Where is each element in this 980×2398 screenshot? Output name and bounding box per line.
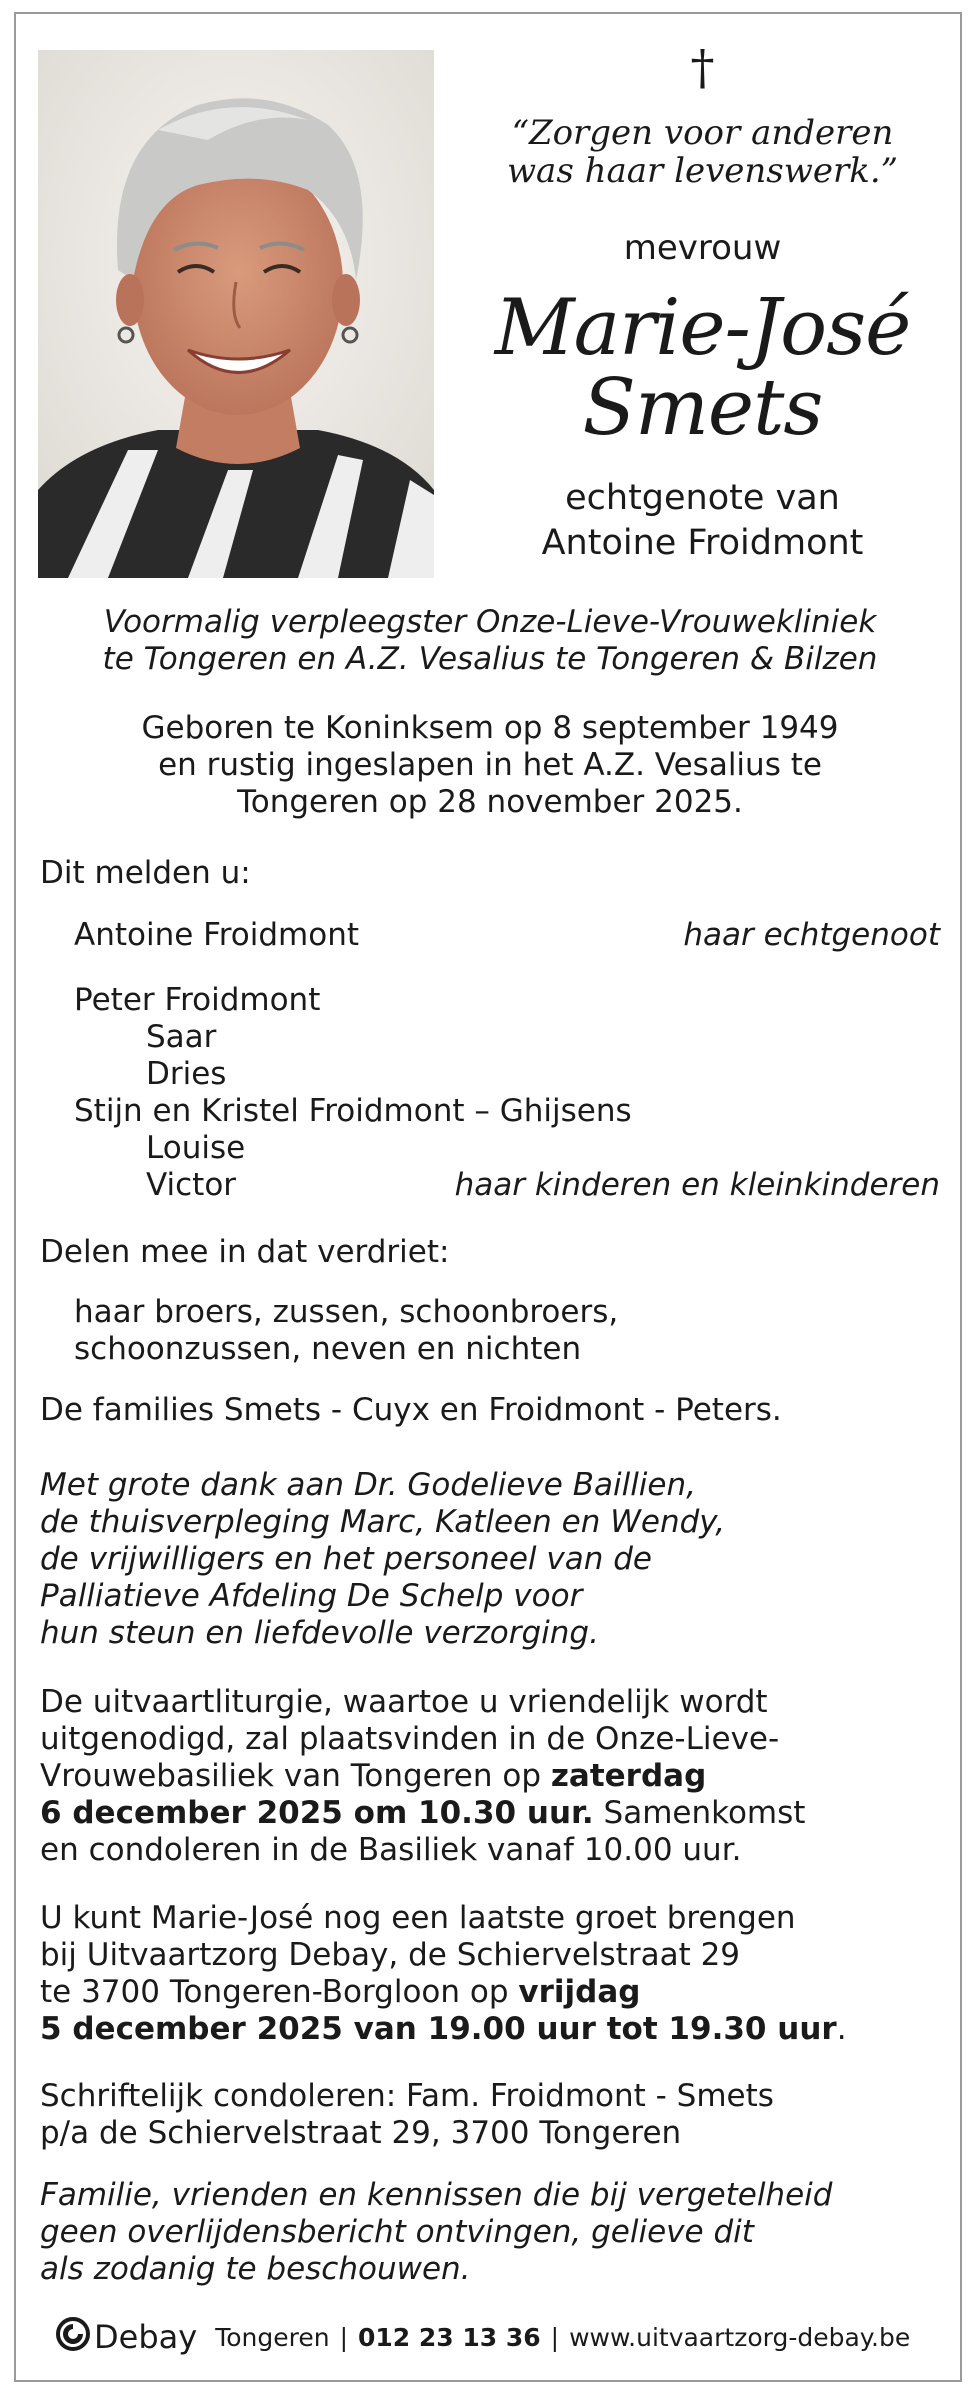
birth-line-3: Tongeren op 28 november 2025. xyxy=(237,784,743,820)
first-name: Marie-José xyxy=(494,283,911,373)
visit-line-1: U kunt Marie-José nog een laatste groet brengen xyxy=(40,1900,796,1936)
child-2: Stijn en Kristel Froidmont – Ghijsens xyxy=(74,1093,632,1129)
birth-line-1: Geboren te Koninksem op 8 september 1949 xyxy=(141,710,839,746)
spouse-row xyxy=(40,917,940,954)
notice-header xyxy=(455,40,950,566)
funeral-line-4 xyxy=(40,1795,940,1832)
funeral-line-1: De uitvaartliturgie, waartoe u vriendelijk wordt xyxy=(40,1684,768,1720)
share-intro: Delen mee in dat verdriet: xyxy=(40,1234,450,1270)
condolence-line-1: Schriftelijk condoleren: Fam. Froidmont - Smets xyxy=(40,2078,774,2114)
grandchild-2: Dries xyxy=(146,1056,227,1092)
announce-intro: Dit melden u: xyxy=(40,855,251,891)
footer-separator-2: | xyxy=(550,2322,560,2352)
debay-logo-icon xyxy=(56,2317,90,2357)
condolence-line-2: p/a de Schiervelstraat 29, 3700 Tongeren xyxy=(40,2115,682,2151)
footer-city: Tongeren xyxy=(215,2322,330,2352)
spouse-role: haar echtgenoot xyxy=(683,917,940,953)
visit-line-4-end: . xyxy=(836,2011,847,2047)
birth-line-2: en rustig ingeslapen in het A.Z. Vesalius te xyxy=(158,747,822,783)
title-word: mevrouw xyxy=(623,228,782,268)
condolence-text xyxy=(40,2078,940,2152)
funeral-line-2: uitgenodigd, zal plaatsvinden in de Onze-Lieve- xyxy=(40,1721,780,1757)
funeral-date-time: 6 december 2025 om 10.30 uur. xyxy=(40,1795,594,1831)
logo-name: Debay xyxy=(94,2318,198,2356)
grandchild-3: Louise xyxy=(146,1130,246,1166)
closing-line-2: geen overlijdensbericht ontvingen, gelieve dit xyxy=(40,2214,754,2250)
thanks-line-4: Palliatieve Afdeling De Schelp voor xyxy=(40,1578,583,1614)
visit-line-3-text: te 3700 Tongeren-Borgloon op xyxy=(40,1974,519,2010)
funeral-line-4-text: Samenkomst xyxy=(593,1795,806,1831)
career-line-2: te Tongeren en A.Z. Vesalius te Tongeren & Bilzen xyxy=(102,641,878,677)
funeral-line-3-text: Vrouwebasiliek van Tongeren op xyxy=(40,1758,551,1794)
visit-line-3 xyxy=(40,1974,940,2011)
quote xyxy=(455,114,950,190)
footer xyxy=(56,2316,936,2358)
spouse-info xyxy=(455,476,950,566)
funeral-day: zaterdag xyxy=(550,1758,707,1794)
visit-day: vrijdag xyxy=(518,1974,641,2010)
thanks-text xyxy=(40,1467,940,1652)
share-line-2: schoonzussen, neven en nichten xyxy=(74,1331,582,1367)
spouse-name: Antoine Froidmont xyxy=(74,917,360,953)
visit-date-time: 5 december 2025 van 19.00 uur tot 19.30 uur xyxy=(40,2011,837,2047)
footer-separator-1: | xyxy=(339,2322,348,2352)
family-list xyxy=(40,982,940,1204)
footer-phone[interactable]: 012 23 13 36 xyxy=(358,2322,541,2352)
visit-line-2: bij Uitvaartzorg Debay, de Schiervelstraat 29 xyxy=(40,1937,741,1973)
spouse-line-2: Antoine Froidmont xyxy=(541,523,864,563)
share-line-1: haar broers, zussen, schoonbroers, xyxy=(74,1294,619,1330)
closing-line-3: als zodanig te beschouwen. xyxy=(40,2251,471,2287)
share-relatives xyxy=(40,1294,974,1368)
thanks-line-2: de thuisverpleging Marc, Katleen en Wendy, xyxy=(40,1504,726,1540)
birth-text xyxy=(40,710,940,821)
visit-line-4 xyxy=(40,2011,940,2048)
funeral-line-5: en condoleren in de Basiliek vanaf 10.00 uur. xyxy=(40,1832,742,1868)
child-1: Peter Froidmont xyxy=(74,982,321,1018)
closing-text xyxy=(40,2177,940,2288)
quote-line-2: was haar levenswerk.” xyxy=(506,151,899,191)
grandchild-1: Saar xyxy=(146,1019,217,1055)
debay-logo xyxy=(56,2317,197,2357)
thanks-line-3: de vrijwilligers en het personeel van de xyxy=(40,1541,652,1577)
last-name: Smets xyxy=(582,363,823,453)
children-role: haar kinderen en kleinkinderen xyxy=(454,1167,940,1203)
career-text xyxy=(40,604,940,678)
families: De families Smets - Cuyx en Froidmont - Peters. xyxy=(40,1392,782,1428)
career-line-1: Voormalig verpleegster Onze-Lieve-Vrouwekliniek xyxy=(103,604,877,640)
thanks-line-5: hun steun en liefdevolle verzorging. xyxy=(40,1615,599,1651)
closing-line-1: Familie, vrienden en kennissen die bij vergetelheid xyxy=(40,2177,833,2213)
visit-text xyxy=(40,1900,940,2048)
funeral-text xyxy=(40,1684,940,1869)
cross-symbol: † xyxy=(690,40,715,96)
portrait-photo xyxy=(38,50,434,578)
funeral-line-3 xyxy=(40,1758,940,1795)
footer-website[interactable]: www.uitvaartzorg-debay.be xyxy=(569,2322,911,2352)
deceased-name xyxy=(455,283,950,453)
grandchild-4: Victor xyxy=(146,1167,237,1203)
thanks-line-1: Met grote dank aan Dr. Godelieve Baillien, xyxy=(40,1467,696,1503)
grandchild-row-4 xyxy=(40,1167,940,1204)
spouse-line-1: echtgenote van xyxy=(565,478,840,518)
quote-line-1: “Zorgen voor anderen xyxy=(511,113,894,153)
